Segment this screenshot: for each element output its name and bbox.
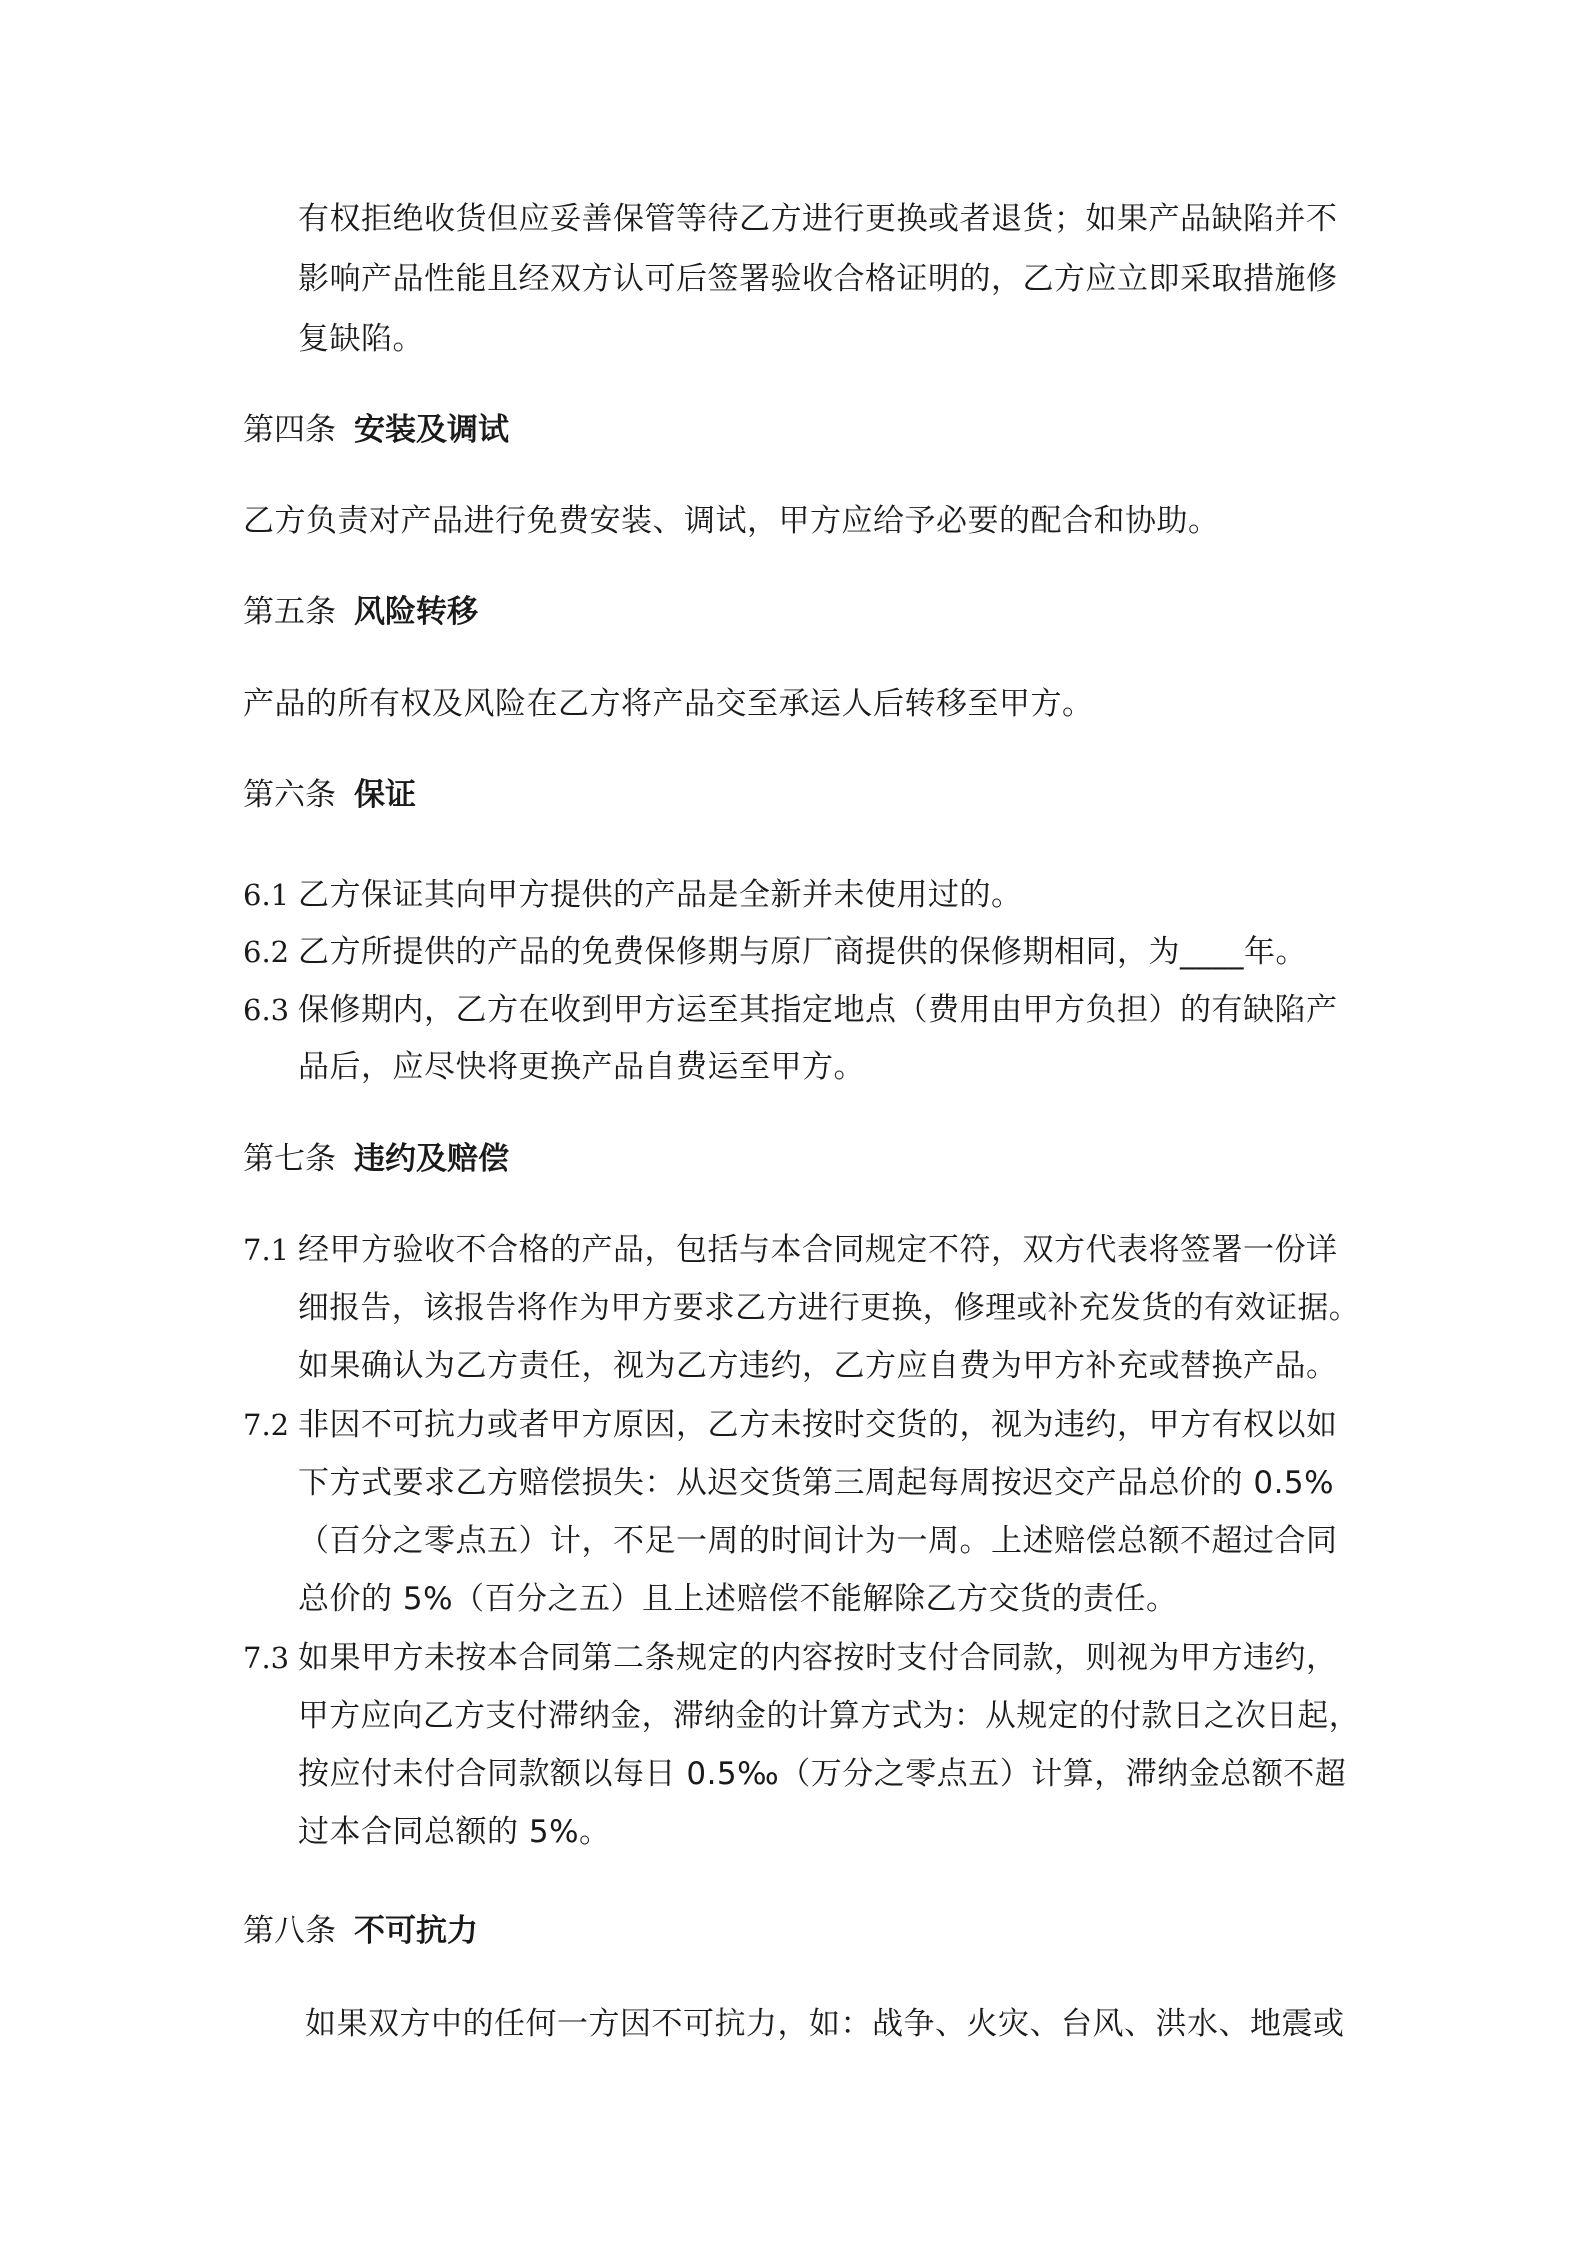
clause-7-3-line-1: 如果甲方未按本合同第二条规定的内容按时支付合同款，则视为甲方违约， bbox=[298, 1640, 1338, 1676]
clause-6-3-number: 6.3 bbox=[243, 993, 290, 1027]
clause-7-3-line-4: 过本合同总额的 5%。 bbox=[298, 1814, 611, 1850]
article-7-heading bbox=[243, 1137, 509, 1181]
article-8-heading bbox=[243, 1909, 478, 1953]
clause-7-3-line-2: 甲方应向乙方支付滞纳金，滞纳金的计算方式为：从规定的付款日之次日起， bbox=[298, 1698, 1361, 1734]
article-4-heading bbox=[243, 408, 509, 452]
clause-7-3-number: 7.3 bbox=[243, 1641, 290, 1675]
article-6-heading bbox=[243, 773, 416, 817]
clause-7-1-line-2: 细报告，该报告将作为甲方要求乙方进行更换，修理或补充发货的有效证据。 bbox=[298, 1290, 1361, 1326]
article-5-title: 风险转移 bbox=[354, 594, 478, 630]
clause-7-3-line-3: 按应付未付合同款额以每日 0.5‰（万分之零点五）计算，滞纳金总额不超 bbox=[298, 1756, 1347, 1792]
article-8-body: 如果双方中的任何一方因不可抗力，如：战争、火灾、台风、洪水、地震或 bbox=[305, 2006, 1345, 2042]
clause-7-1-line-3: 如果确认为乙方责任，视为乙方违约，乙方应自费为甲方补充或替换产品。 bbox=[298, 1348, 1338, 1384]
article-4-body: 乙方负责对产品进行免费安装、调试，甲方应给予必要的配合和协助。 bbox=[243, 503, 1220, 539]
article-6-number: 第六条 bbox=[243, 777, 336, 813]
clause-6-2-line-1: 乙方所提供的产品的免费保修期与原厂商提供的保修期相同，为____年。 bbox=[298, 934, 1307, 970]
clause-7-2-line-1: 非因不可抗力或者甲方原因，乙方未按时交货的，视为违约，甲方有权以如 bbox=[298, 1407, 1338, 1443]
clause-6-1-number: 6.1 bbox=[243, 878, 290, 912]
article-4-number: 第四条 bbox=[243, 412, 336, 448]
clause-7-2-number: 7.2 bbox=[243, 1408, 290, 1442]
continuation-line-1: 有权拒绝收货但应妥善保管等待乙方进行更换或者退货；如果产品缺陷并不 bbox=[298, 201, 1338, 237]
article-5-body: 产品的所有权及风险在乙方将产品交至承运人后转移至甲方。 bbox=[243, 686, 1094, 722]
continuation-line-3: 复缺陷。 bbox=[298, 321, 424, 357]
clause-7-2-line-4: 总价的 5%（百分之五）且上述赔偿不能解除乙方交货的责任。 bbox=[298, 1581, 1178, 1617]
clause-6-2-number: 6.2 bbox=[243, 935, 290, 969]
article-4-title: 安装及调试 bbox=[354, 412, 509, 448]
article-5-number: 第五条 bbox=[243, 594, 336, 630]
clause-6-3-line-2: 品后，应尽快将更换产品自费运至甲方。 bbox=[298, 1049, 865, 1085]
article-8-number: 第八条 bbox=[243, 1913, 336, 1949]
clause-7-2-line-2: 下方式要求乙方赔偿损失：从迟交货第三周起每周按迟交产品总价的 0.5% bbox=[298, 1465, 1335, 1501]
clause-7-1-number: 7.1 bbox=[243, 1233, 290, 1267]
article-7-title: 违约及赔偿 bbox=[354, 1141, 509, 1177]
article-5-heading bbox=[243, 590, 478, 634]
clause-6-3-line-1: 保修期内，乙方在收到甲方运至其指定地点（费用由甲方负担）的有缺陷产 bbox=[298, 992, 1338, 1028]
clause-6-1-line-1: 乙方保证其向甲方提供的产品是全新并未使用过的。 bbox=[298, 877, 1023, 913]
article-6-title: 保证 bbox=[354, 777, 416, 813]
clause-7-2-line-3: （百分之零点五）计，不足一周的时间计为一周。上述赔偿总额不超过合同 bbox=[298, 1523, 1338, 1559]
article-7-number: 第七条 bbox=[243, 1141, 336, 1177]
continuation-line-2: 影响产品性能且经双方认可后签署验收合格证明的，乙方应立即采取措施修 bbox=[298, 261, 1338, 297]
article-8-title: 不可抗力 bbox=[354, 1913, 478, 1949]
clause-7-1-line-1: 经甲方验收不合格的产品，包括与本合同规定不符，双方代表将签署一份详 bbox=[298, 1232, 1338, 1268]
